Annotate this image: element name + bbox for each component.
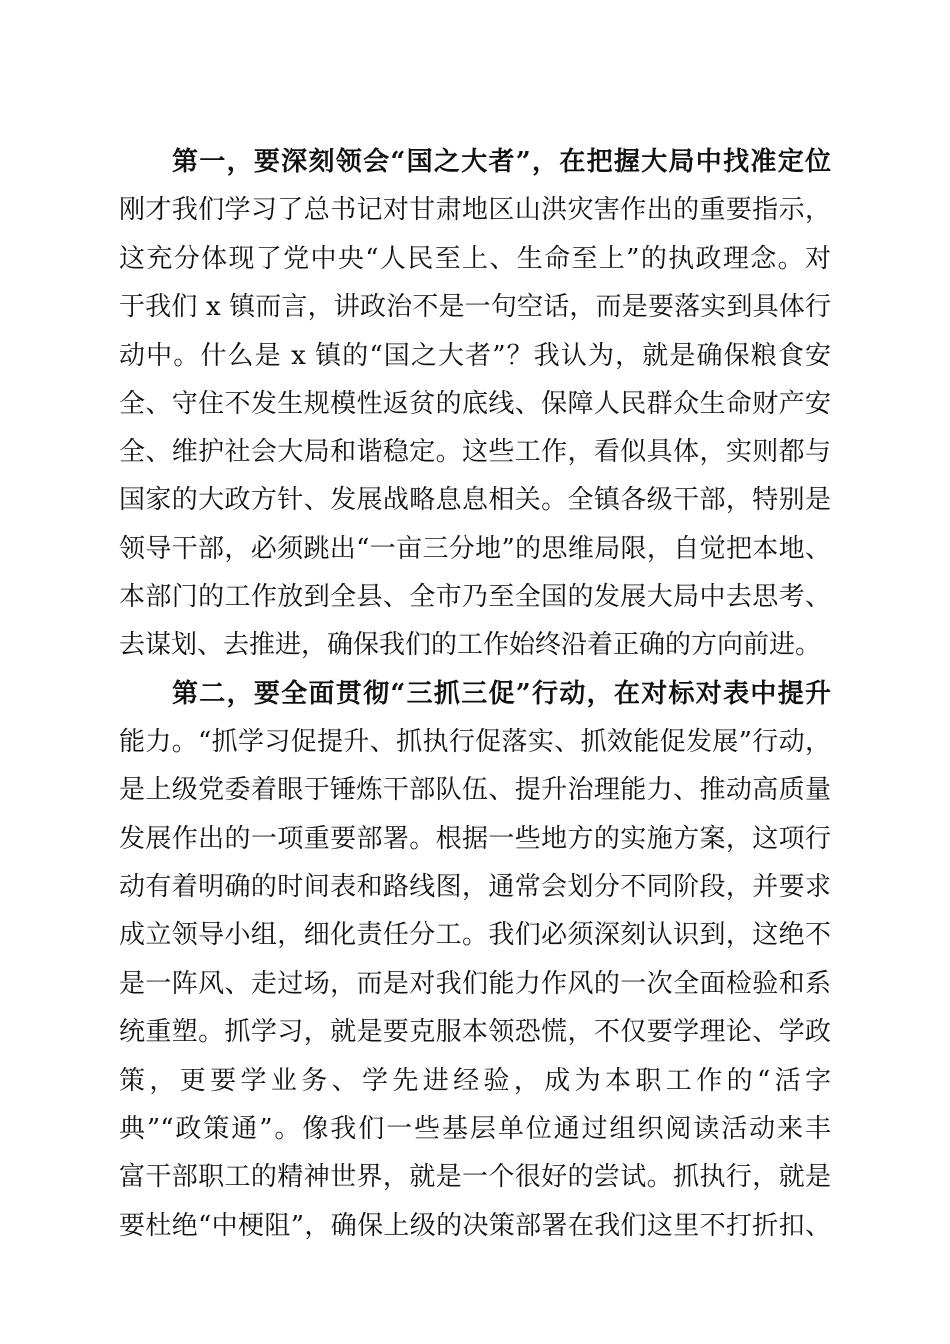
body-line: 要杜绝“中梗阻”，确保上级的决策部署在我们这里不打折扣、 [119,1211,831,1241]
body-line: 全、维护社会大局和谐稳定。这些工作，看似具体，实则都与 [119,437,831,467]
body-line: 领导干部，必须跳出“一亩三分地”的思维局限，自觉把本地、 [119,534,831,564]
body-line: 全、守住不发生规模性返贫的底线、保障人民群众生命财产安 [119,389,831,419]
body-line: 于我们 x 镇而言，讲政治不是一句空话，而是要落实到具体行 [119,292,831,322]
body-line: 刚才我们学习了总书记对甘肃地区山洪灾害作出的重要指示， [119,195,831,225]
body-line: 本部门的工作放到全县、全市乃至全国的发展大局中去思考、 [119,582,831,612]
section-heading-first: 第一，要深刻领会“国之大者”，在把握大局中找准定位 [172,147,831,177]
body-line: 统重塑。抓学习，就是要克服本领恐慌，不仅要学理论、学政 [119,1017,831,1047]
body-line: 动中。什么是 x 镇的“国之大者”？我认为，就是确保粮食安 [119,341,831,371]
body-line: 去谋划、去推进，确保我们的工作始终沿着正确的方向前进。 [119,630,822,660]
body-line: 成立领导小组，细化责任分工。我们必须深刻认识到，这绝不 [119,920,831,950]
body-line: 发展作出的一项重要部署。根据一些地方的实施方案，这项行 [119,824,831,854]
body-line: 富干部职工的精神世界，就是一个很好的尝试。抓执行，就是 [119,1162,831,1192]
body-line: 能力。“抓学习促提升、抓执行促落实、抓效能促发展”行动， [119,727,831,757]
body-line: 策，更要学业务、学先进经验，成为本职工作的“活字 [119,1066,831,1096]
body-line: 是一阵风、走过场，而是对我们能力作风的一次全面检验和系 [119,969,831,999]
body-line: 是上级党委着眼于锤炼干部队伍、提升治理能力、推动高质量 [119,775,831,805]
section-heading-second: 第二，要全面贯彻“三抓三促”行动，在对标对表中提升 [172,679,831,709]
body-line: 典”“政策通”。像我们一些基层单位通过组织阅读活动来丰 [119,1114,831,1144]
body-line: 国家的大政方针、发展战略息息相关。全镇各级干部，特别是 [119,485,831,515]
body-line: 这充分体现了党中央“人民至上、生命至上”的执政理念。对 [119,244,831,274]
body-line: 动有着明确的时间表和路线图，通常会划分不同阶段，并要求 [119,872,831,902]
